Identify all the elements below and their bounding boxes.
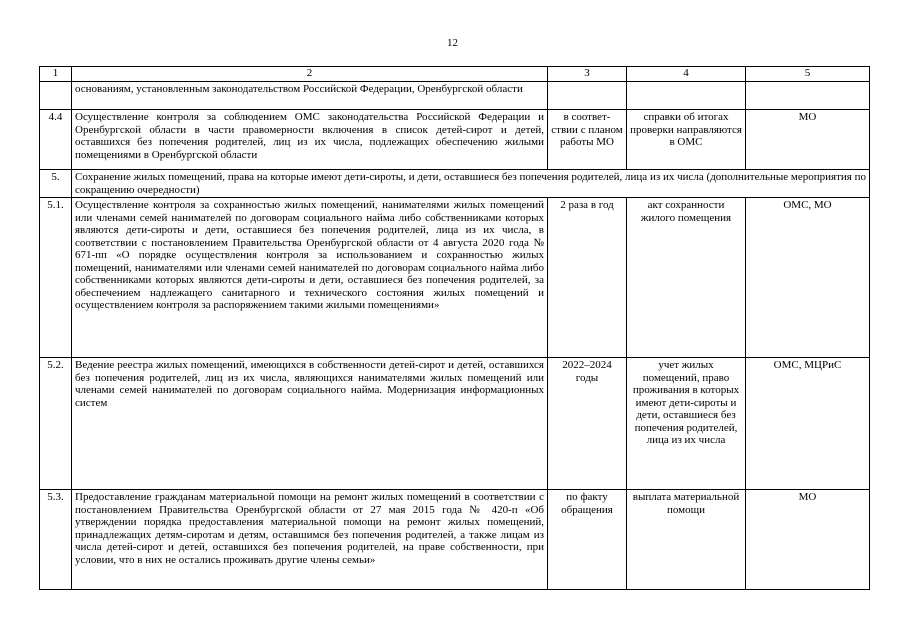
table-row [40,198,870,358]
row-deadline: по факту обращения [548,490,627,590]
section-row [40,170,870,198]
header-cell-1: 1 [40,67,72,82]
row-result: учет жилых помещений, право проживания в которых имеют дети-сироты и дети, оставшиеся без попечения родителей, лица из их числа [627,358,746,490]
row-deadline: в соответ-ствии с планом работы МО [548,110,627,170]
section-title: Сохранение жилых помещений, права на которые имеют дети-сироты, и дети, оставшиеся без попечения родителей, лица из их числа (дополнительные мероприятия по сокращению очередности) [72,170,870,198]
row-text: Осуществление контроля за соблюдением ОМС законодательства Российской Федерации и Оренбургской области в части правомерности включения в список детей-сирот и детей, оставшихся без попечения родителей, лиц из их числа, подлежащих обеспечению жилыми помещениями в Оренбургской области [72,110,548,170]
section-number: 5. [40,170,72,198]
table-row [40,490,870,590]
row-text: основаниям, установленным законодательством Российской Федерации, Оренбургской области [72,82,548,110]
header-cell-5: 5 [746,67,870,82]
row-result: акт сохранности жилого помещения [627,198,746,358]
table-row [40,358,870,490]
row-responsible: МО [746,110,870,170]
row-result: справки об итогах проверки направляются в ОМС [627,110,746,170]
row-result: выплата материальной помощи [627,490,746,590]
row-number: 5.2. [40,358,72,490]
measures-table [39,66,870,590]
table-header-row [40,67,870,82]
table-row [40,110,870,170]
row-number: 5.3. [40,490,72,590]
row-deadline: 2022–2024 годы [548,358,627,490]
row-deadline [548,82,627,110]
row-responsible: ОМС, МЦРиС [746,358,870,490]
row-deadline: 2 раза в год [548,198,627,358]
row-number: 5.1. [40,198,72,358]
row-text: Предоставление гражданам материальной помощи на ремонт жилых помещений в соответствии с постановлением Правительства Оренбургской области от 27 мая 2015 года № 420-п «Об утверждении порядка предоставления материальной помощи на ремонт жилых помещений, принадлежащих детям-сиротам и детям, оставшимся без попечения родителей, а также лицам из числа детей-сирот и детей, оставшихся без попечения родителей, на праве собственности, при условии, что в них не остались проживать другие члены семьи» [72,490,548,590]
header-cell-3: 3 [548,67,627,82]
row-number [40,82,72,110]
row-number: 4.4 [40,110,72,170]
row-text: Осуществление контроля за сохранностью жилых помещений, нанимателями жилых помещений или членами семей нанимателей по договорам социального найма либо собственниками которых являются дети-сироты и дети, оставшиеся без попечения родителей, лица из их числа, в соответствии с постановлением Правительства Оренбургской области от 4 августа 2020 года № 671-пп «О порядке осуществления контроля за использованием и сохранностью жилых помещений, нанимателями или членами семей нанимателей по договорам социального найма либо собственниками которых являются дети-сироты и дети, оставшиеся без попечения родителей, за обеспечением надлежащего санитарного и технического состояния жилых помещений и осуществлением контроля за распоряжением такими жилыми помещениями» [72,198,548,358]
row-responsible [746,82,870,110]
row-responsible: ОМС, МО [746,198,870,358]
header-cell-4: 4 [627,67,746,82]
header-cell-2: 2 [72,67,548,82]
row-result [627,82,746,110]
row-text: Ведение реестра жилых помещений, имеющихся в собственности детей-сирот и детей, оставшихся без попечения родителей, лиц из их числа, являющихся нанимателями жилых помещений или членами семей нанимателей по договорам социального найма. Модернизация информационных систем [72,358,548,490]
page-number: 12 [447,37,458,49]
row-responsible: МО [746,490,870,590]
table-row [40,82,870,110]
